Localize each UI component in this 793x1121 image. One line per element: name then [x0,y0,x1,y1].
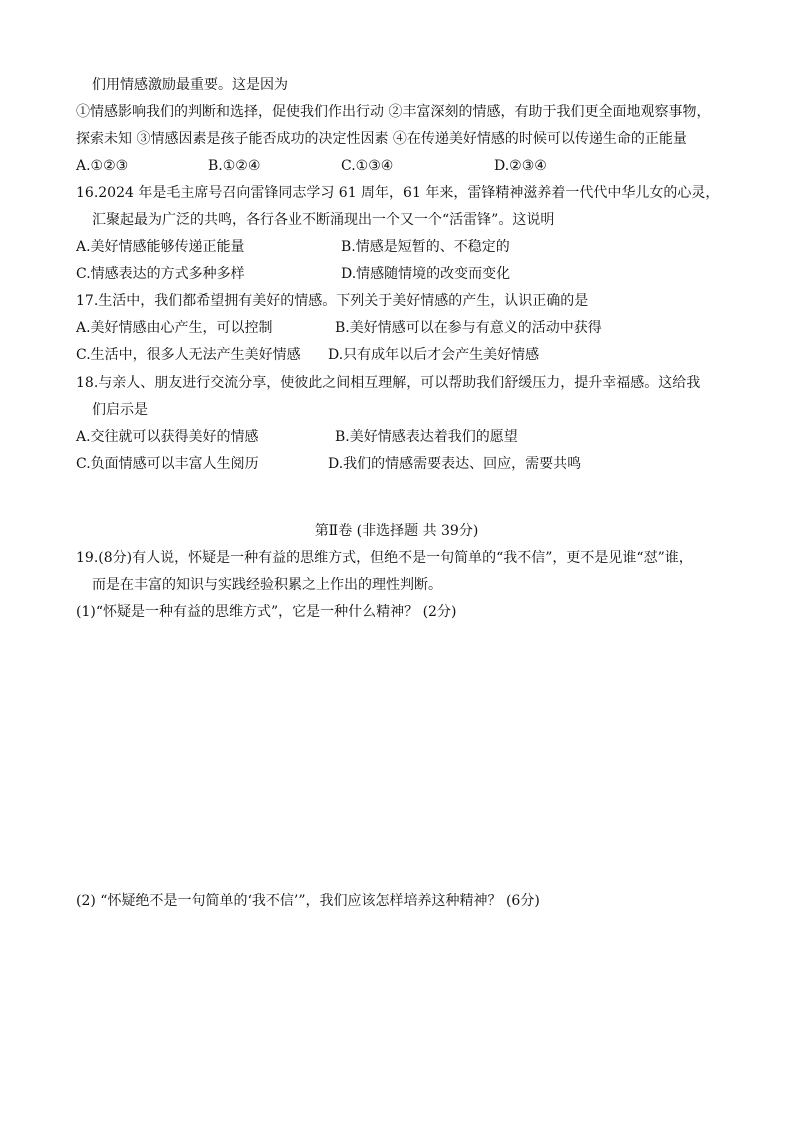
q19-stem-line2: 而是在丰富的知识与实践经验积累之上作出的理性判断。 [92,577,442,593]
q15-option-c: C.①③④ [341,158,394,174]
section-2-title: 第Ⅱ卷 (非选择题 共 39分) [314,523,479,539]
q16-option-c: C.情感表达的方式多种多样 [76,266,245,282]
q18-option-b: B.美好情感表达着我们的愿望 [335,429,518,445]
q17-option-a: A.美好情感由心产生，可以控制 [76,320,273,336]
q15-statements-line2: 探索未知 ③情感因素是孩子能否成功的决定性因素 ④在传递美好情感的时候可以传递生命的正能量 [76,131,687,147]
q16-stem-line2: 汇聚起最为广泛的共鸣，各行各业不断涌现出一个又一个“活雷锋”。这说明 [92,212,555,228]
q18-option-d: D.我们的情感需要表达、回应，需要共鸣 [328,456,582,472]
q16-option-a: A.美好情感能够传递正能量 [76,239,245,255]
q19-subquestion-1: (1)“怀疑是一种有益的思维方式”，它是一种什么精神？ (2分) [76,604,457,620]
q16-stem-line1: 16.2024 年是毛主席号召向雷锋同志学习 61 周年，61 年来，雷锋精神滋养着一代代中华儿女的心灵， [76,185,720,201]
q16-option-d: D.情感随情境的改变而变化 [341,266,511,282]
q17-stem: 17.生活中，我们都希望拥有美好的情感。下列关于美好情感的产生，认识正确的是 [76,293,589,309]
q19-subquestion-2: (2) “怀疑绝不是一句简单的‘我不信’”，我们应该怎样培养这种精神？ (6分) [76,893,540,909]
q17-option-b: B.美好情感可以在参与有意义的活动中获得 [335,320,602,336]
q17-option-d: D.只有成年以后才会产生美好情感 [328,347,540,363]
q15-option-a: A.①②③ [76,158,129,174]
q18-stem-line2: 们启示是 [92,402,148,418]
q15-stem: 们用情感激励最重要。这是因为 [92,77,288,93]
q18-stem-line1: 18.与亲人、朋友进行交流分享，使彼此之间相互理解，可以帮助我们舒缓压力，提升幸福感。这给我 [76,375,701,391]
q15-option-b: B.①②④ [208,158,261,174]
q19-stem-line1: 19.(8分)有人说，怀疑是一种有益的思维方式，但绝不是一句简单的“我不信”，更不是见谁“怼”谁， [76,550,693,566]
q15-statements-line1: ①情感影响我们的判断和选择，促使我们作出行动 ②丰富深刻的情感，有助于我们更全面地观察事物， [76,104,711,120]
q17-option-c: C.生活中，很多人无法产生美好情感 [76,347,301,363]
q16-option-b: B.情感是短暂的、不稳定的 [341,239,510,255]
q18-option-c: C.负面情感可以丰富人生阅历 [76,456,259,472]
q18-option-a: A.交往就可以获得美好的情感 [76,429,259,445]
q15-option-d: D.②③④ [494,158,547,174]
